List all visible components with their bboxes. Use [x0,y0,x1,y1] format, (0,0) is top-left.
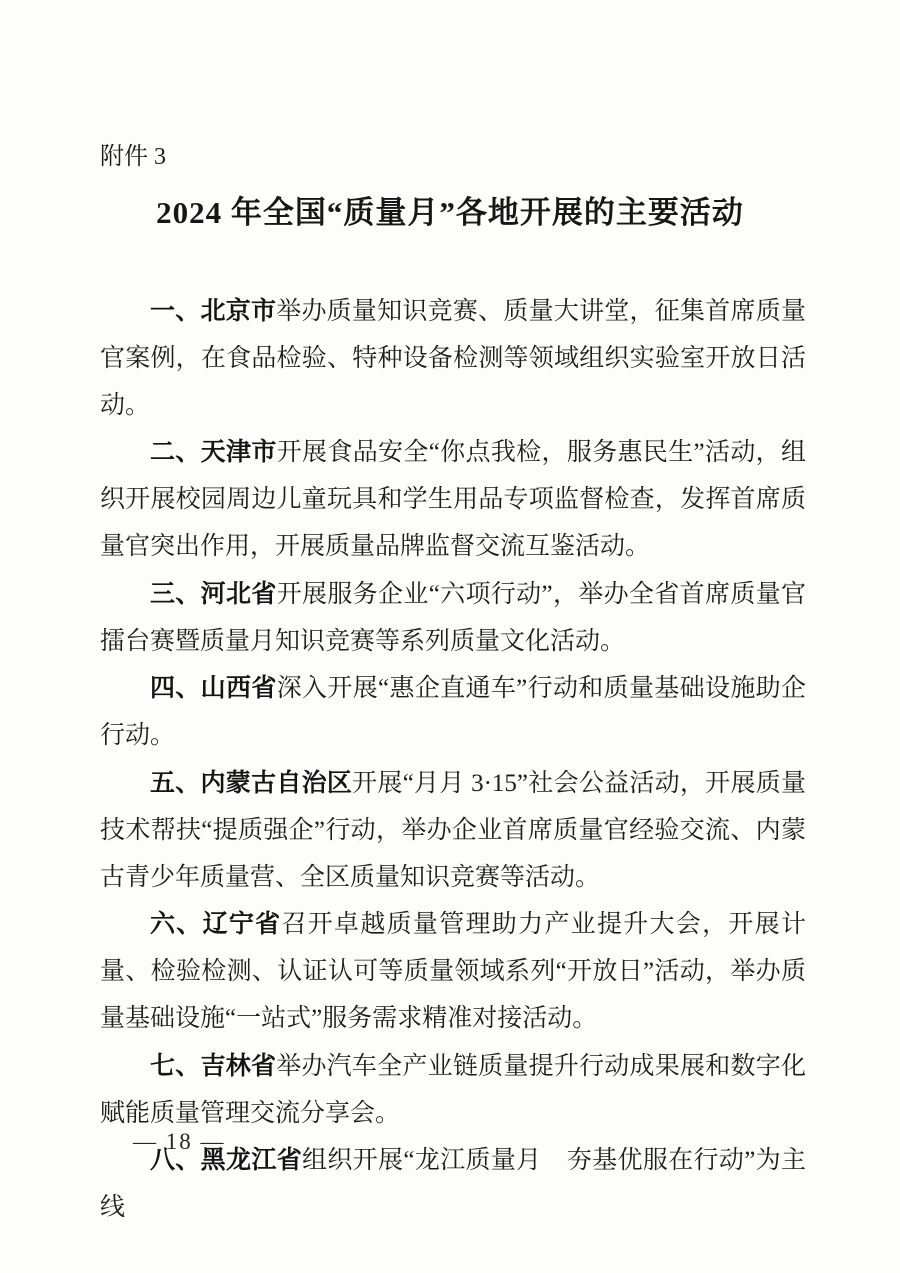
paragraph-7-lead: 七、吉林省 [150,1051,277,1080]
paragraph-8-lead: 八、黑龙江省 [150,1146,303,1175]
paragraph-6 [100,901,806,1042]
document-body [100,288,806,1232]
paragraph-2-lead: 二、天津市 [150,438,277,467]
paragraph-4 [100,665,806,760]
paragraph-5 [100,760,806,901]
paragraph-1 [100,288,806,429]
paragraph-1-text: 举办质量知识竞赛、质量大讲堂，征集首席质量官案例，在食品检验、特种设备检测等领域组织实验室开放日活动。 [100,298,806,419]
paragraph-4-text: 深入开展“惠企直通车”行动和质量基础设施助企行动。 [100,675,806,750]
paragraph-6-lead: 六、辽宁省 [150,910,282,939]
paragraph-4-lead: 四、山西省 [150,674,277,703]
page-number: — 18 — [133,1129,226,1154]
paragraph-1-lead: 一、北京市 [150,297,277,325]
paragraph-7-text: 举办汽车全产业链质量提升行动成果展和数字化赋能质量管理交流分享会。 [100,1052,806,1127]
paragraph-3-lead: 三、河北省 [150,579,277,608]
paragraph-2-text: 开展食品安全“你点我检，服务惠民生”活动，组织开展校园周边儿童玩具和学生用品专项监督检查，发挥首席质量官突出作用，开展质量品牌监督交流互鉴活动。 [100,439,806,560]
paragraph-3 [100,571,806,666]
attachment-label: 附件 3 [100,144,166,170]
paragraph-5-text: 开展“月月 3·15”社会公益活动，开展质量技术帮扶“提质强企”行动，举办企业首席质量官经验交流、内蒙古青少年质量营、全区质量知识竞赛等活动。 [100,769,806,891]
paragraph-8-text: 组织开展“龙江质量月 夯基优服在行动”为主线 [100,1147,806,1222]
paragraph-3-text: 开展服务企业“六项行动”，举办全省首席质量官擂台赛暨质量月知识竞赛等系列质量文化活动。 [100,580,806,655]
paragraph-6-text: 召开卓越质量管理助力产业提升大会，开展计量、检验检测、认证认可等质量领域系列“开放日”活动，举办质量基础设施“一站式”服务需求精准对接活动。 [100,911,806,1032]
paragraph-7 [100,1043,806,1138]
paragraph-2 [100,429,806,570]
paragraph-5-lead: 五、内蒙古自治区 [150,768,353,797]
page-title: 2024 年全国“质量月”各地开展的主要活动 [156,195,744,230]
